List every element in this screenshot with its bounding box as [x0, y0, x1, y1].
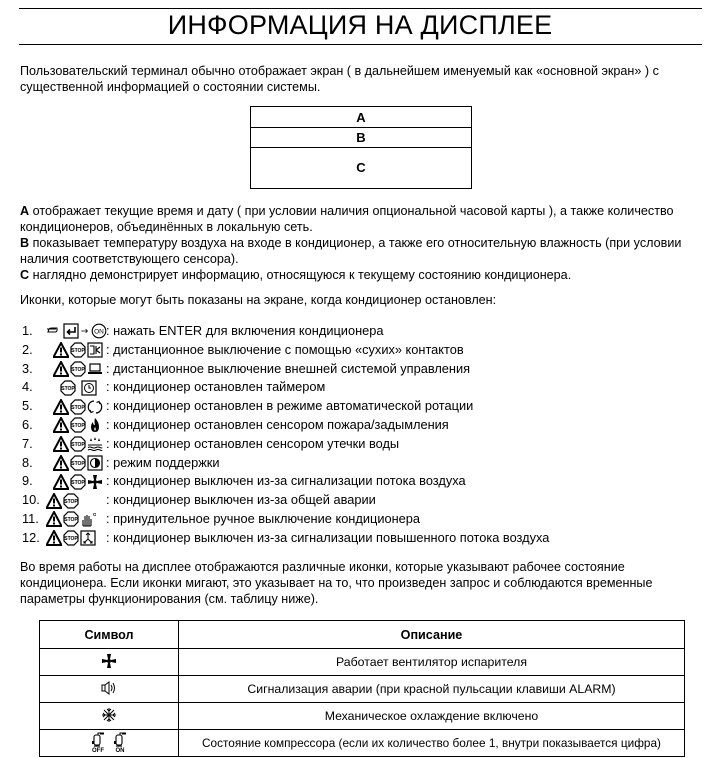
- title-bottom-rule: [19, 44, 702, 45]
- warning-triangle-icon: [46, 530, 62, 546]
- warning-triangle-icon: [53, 361, 69, 377]
- compressor-on: [112, 732, 128, 754]
- icon-group: [46, 380, 106, 396]
- list-item: [22, 510, 549, 529]
- warning-triangle-icon: [53, 455, 69, 471]
- water-leak-icon: [87, 436, 103, 452]
- on-circle-icon: [91, 323, 107, 339]
- layout-row-b: B: [251, 128, 471, 148]
- page-title: ИНФОРМАЦИЯ НА ДИСПЛЕЕ: [167, 10, 553, 40]
- item-text: : нажать ENTER для включения кондиционера: [106, 323, 384, 338]
- stopped-icons-list: [22, 322, 549, 548]
- section-c-text: наглядно демонстрирует информацию, относящуюся к текущему состоянию кондиционера.: [29, 268, 572, 282]
- compressor-on-label: ON: [115, 748, 125, 754]
- running-icons-intro: Во время работы на дисплее отображаются различные иконки, которые указывают рабочее состояние кондиционера. Если иконки мигают, это указывает на то, что произведен запрос и соблюдаются временные параметры функционирования (см. таблицу ниже).: [20, 560, 653, 606]
- item-number: 12.: [22, 529, 40, 545]
- warning-triangle-icon: [46, 493, 62, 509]
- stop-sign-icon: [70, 361, 86, 377]
- list-item: [22, 491, 549, 510]
- section-c-letter: C: [20, 268, 30, 282]
- list-item: [22, 322, 549, 341]
- list-item: [22, 416, 549, 435]
- warning-triangle-icon: [53, 474, 69, 490]
- dry-contact-icon: [87, 342, 103, 358]
- section-b-letter: B: [20, 236, 30, 250]
- item-text: : кондиционер выключен из-за сигнализации потока воздуха: [106, 473, 466, 489]
- item-number: 11.: [22, 510, 39, 526]
- section-a-desc: [20, 203, 700, 235]
- list-item: [22, 472, 549, 491]
- icon-group: [46, 399, 106, 415]
- compressor-icon: [90, 732, 106, 748]
- icon-group: [46, 361, 106, 377]
- symbol-table: [39, 620, 685, 757]
- symbol-cell: [40, 730, 179, 757]
- warning-triangle-icon: [46, 511, 62, 527]
- item-number: 6.: [22, 416, 33, 432]
- snowflake-icon: [101, 707, 117, 723]
- item-text: : принудительное ручное выключение кондиционера: [106, 510, 421, 526]
- intro-paragraph: Пользовательский терминал обычно отображает экран ( в дальнейшем именуемый как «основной экран» ) с существенной информацией о состоянии системы.: [20, 64, 659, 94]
- item-text: : кондиционер выключен из-за общей аварии: [106, 492, 376, 508]
- item-text: : дистанционное выключение внешней системой управления: [106, 360, 471, 376]
- warning-triangle-icon: [53, 417, 69, 433]
- item-text: : кондиционер остановлен таймером: [106, 379, 326, 395]
- item-number: 8.: [22, 454, 33, 470]
- icon-group: [46, 474, 106, 490]
- table-header-row: [40, 621, 685, 649]
- icon-group: [46, 436, 106, 452]
- item-number: 9.: [22, 473, 33, 489]
- list-item: [22, 454, 549, 473]
- icon-group: [46, 493, 106, 509]
- table-row: [40, 649, 685, 676]
- item-number: 3.: [22, 360, 33, 376]
- item-text: : кондиционер остановлен сенсором пожара/задымления: [106, 416, 449, 432]
- warning-triangle-icon: [53, 399, 69, 415]
- section-b-text: показывает температуру воздуха на входе в кондиционер, а также его относительную влажность (при условии наличия соответствующего сенсора).: [20, 236, 682, 266]
- icon-group: [46, 417, 106, 433]
- stop-sign-icon: [70, 455, 86, 471]
- computer-icon: [87, 361, 103, 377]
- warning-triangle-icon: [53, 436, 69, 452]
- rotation-icon: [87, 399, 103, 415]
- item-text: : кондиционер выключен из-за сигнализации повышенного потока воздуха: [106, 529, 550, 545]
- table-row: [40, 703, 685, 730]
- section-a-text: отображает текущие время и дату ( при условии наличия опциональной часовой карты ), а также количество кондиционеров, объединённых в локальную сеть.: [20, 204, 674, 234]
- clock-icon: [81, 380, 97, 396]
- layout-row-c: C: [356, 160, 366, 175]
- list-item: [22, 341, 549, 360]
- header-symbol: Символ: [40, 621, 179, 649]
- section-c-desc: [20, 267, 700, 283]
- hand-pointer-icon: [46, 323, 62, 339]
- stop-sign-icon: [70, 436, 86, 452]
- list-item: [22, 397, 549, 416]
- item-text: : кондиционер остановлен сенсором утечки воды: [106, 435, 400, 451]
- icon-group: [46, 323, 106, 339]
- item-number: 10.: [22, 492, 40, 508]
- symbol-cell: [40, 703, 179, 730]
- symbol-cell: [40, 649, 179, 676]
- warning-triangle-icon: [53, 342, 69, 358]
- compressor-icon-group: [90, 732, 128, 754]
- list-item: [22, 378, 549, 397]
- fan-icon: [87, 474, 103, 490]
- symbol-cell: [40, 676, 179, 703]
- icon-group: [46, 342, 106, 358]
- item-number: 5.: [22, 398, 33, 414]
- icon-group: [46, 530, 106, 546]
- alarm-speaker-icon: [101, 680, 117, 696]
- item-number: 7.: [22, 435, 33, 451]
- section-b-desc: [20, 235, 700, 267]
- stop-sign-icon: [70, 417, 86, 433]
- table-row: [40, 730, 685, 757]
- stop-sign-icon: [63, 511, 79, 527]
- fan-icon: [101, 653, 117, 669]
- icon-group: [46, 511, 106, 527]
- list-item: [22, 435, 549, 454]
- manual-off-hand-icon: [80, 511, 96, 527]
- standby-icon: [87, 455, 103, 471]
- item-number: 4.: [22, 379, 33, 395]
- list-item: [22, 529, 549, 548]
- stopped-icons-intro: Иконки, которые могут быть показаны на экране, когда кондиционер остановлен:: [20, 293, 497, 307]
- layout-row-a: A: [251, 107, 471, 128]
- stop-sign-icon: [63, 493, 79, 509]
- fire-icon: [87, 417, 103, 433]
- item-text: : режим поддержки: [106, 454, 220, 470]
- list-item: [22, 360, 549, 379]
- item-text: : дистанционное выключение с помощью «сухих» контактов: [106, 341, 464, 357]
- section-a-letter: A: [20, 204, 30, 218]
- description-cell: Состояние компрессора (если их количество более 1, внутри показывается цифра): [179, 730, 685, 757]
- description-cell: Сигнализация аварии (при красной пульсации клавиши ALARM): [179, 676, 685, 703]
- high-airflow-icon: [80, 530, 96, 546]
- stop-sign-icon: [60, 380, 76, 396]
- screen-layout-diagram: [250, 106, 472, 189]
- section-descriptions: [20, 203, 700, 283]
- stop-sign-icon: [70, 474, 86, 490]
- stop-sign-icon: [63, 530, 79, 546]
- compressor-off: [90, 732, 106, 754]
- compressor-off-label: OFF: [92, 748, 104, 754]
- item-number: 1.: [22, 323, 33, 338]
- item-text: : кондиционер остановлен в режиме автоматической ротации: [106, 398, 474, 414]
- header-description: Описание: [179, 621, 685, 649]
- arrow-right-icon: [80, 323, 90, 339]
- icon-group: [46, 455, 106, 471]
- description-cell: Механическое охлаждение включено: [179, 703, 685, 730]
- stop-sign-icon: [70, 399, 86, 415]
- item-number: 2.: [22, 341, 33, 357]
- table-row: [40, 676, 685, 703]
- description-cell: Работает вентилятор испарителя: [179, 649, 685, 676]
- stop-sign-icon: [70, 342, 86, 358]
- enter-key-icon: [63, 323, 79, 339]
- compressor-icon: [112, 732, 128, 748]
